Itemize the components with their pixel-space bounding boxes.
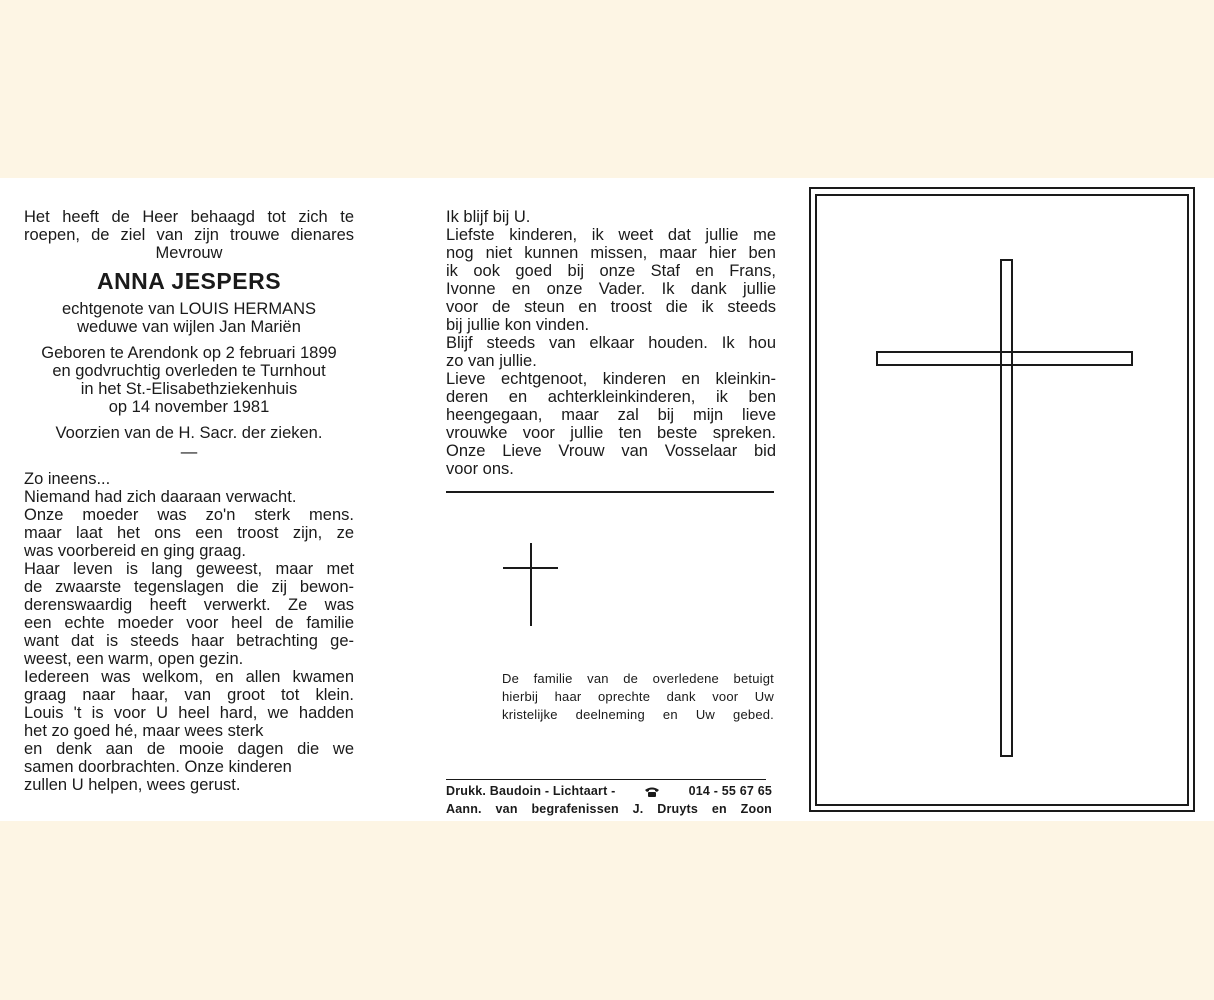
thanks-line: hierbij haar oprechte dank voor Uw <box>502 689 774 704</box>
text-line: was voorbereid en ging graag. <box>24 542 246 560</box>
honorific: Mevrouw <box>155 244 223 262</box>
memorial-card <box>0 178 1214 821</box>
text-line: zo van jullie. <box>446 352 537 370</box>
separator-dash: — <box>180 443 198 461</box>
text-line: Louis 't is voor U heel hard, we hadden <box>24 704 354 722</box>
text-line: Lieve echtgenoot, kinderen en kleinkin- <box>446 370 776 388</box>
text-line: Ik blijf bij U. <box>446 208 531 226</box>
text-line: Onze moeder was zo'n sterk mens. <box>24 506 354 524</box>
text-line: vrouwke voor jullie ten beste spreken. <box>446 424 776 442</box>
large-cross-icon <box>0 178 1214 821</box>
death-line-1: en godvruchtig overleden te Turnhout <box>52 362 326 380</box>
widow-line: weduwe van wijlen Jan Mariën <box>77 318 301 336</box>
text-line: het zo goed hé, maar wees sterk <box>24 722 264 740</box>
intro-line-1: Het heeft de Heer behaagd tot zich te <box>24 208 354 226</box>
text-line: Iedereen was welkom, en allen kwamen <box>24 668 354 686</box>
text-line: weest, een warm, open gezin. <box>24 650 244 668</box>
text-line: samen doorbrachten. Onze kinderen <box>24 758 292 776</box>
sacraments-line: Voorzien van de H. Sacr. der zieken. <box>55 424 323 442</box>
printer-phone: 014 - 55 67 65 <box>688 784 772 798</box>
text-line: ik ook goed bij onze Staf en Frans, <box>446 262 776 280</box>
text-line: want dat is steeds haar betrachting ge- <box>24 632 354 650</box>
text-line: heengegaan, maar zal bij mijn lieve <box>446 406 776 424</box>
text-line: en denk aan de mooie dagen die we <box>24 740 354 758</box>
printer-name: Drukk. Baudoin - Lichtaart - <box>446 784 616 798</box>
text-line: de zwaarste tegenslagen die zij bewon- <box>24 578 354 596</box>
text-line: zullen U helpen, wees gerust. <box>24 776 241 794</box>
funeral-director: Aann. van begrafenissen J. Druyts en Zoon <box>446 802 772 816</box>
text-line: een echte moeder voor heel de familie <box>24 614 354 632</box>
text-line: Niemand had zich daaraan verwacht. <box>24 488 297 506</box>
text-line: Haar leven is lang geweest, maar met <box>24 560 354 578</box>
text-line: Onze Lieve Vrouw van Vosselaar bid <box>446 442 776 460</box>
text-line: maar laat het ons een troost zijn, ze <box>24 524 354 542</box>
text-line: deren en achterkleinkinderen, ik ben <box>446 388 776 406</box>
text-line: voor de steun en troost die ik steeds <box>446 298 776 316</box>
spouse-line: echtgenote van LOUIS HERMANS <box>61 300 317 318</box>
deceased-name: ANNA JESPERS <box>96 268 282 294</box>
death-line-2: in het St.-Elisabethziekenhuis <box>80 380 298 398</box>
text-line: graag naar haar, van groot tot klein. <box>24 686 354 704</box>
text-line: nog niet kunnen missen, maar hier ben <box>446 244 776 262</box>
text-line: Zo ineens... <box>24 470 111 488</box>
text-line: derenswaardig heeft verwerkt. Ze was <box>24 596 354 614</box>
birth-line: Geboren te Arendonk op 2 februari 1899 <box>41 344 337 362</box>
death-date: op 14 november 1981 <box>108 398 270 416</box>
text-line: Liefste kinderen, ik weet dat jullie me <box>446 226 776 244</box>
text-line: voor ons. <box>446 460 514 478</box>
thanks-line: De familie van de overledene betuigt <box>502 671 774 686</box>
intro-line-2: roepen, de ziel van zijn trouwe dienares <box>24 226 354 244</box>
text-line: Ivonne en onze Vader. Ik dank jullie <box>446 280 776 298</box>
thanks-line: kristelijke deelneming en Uw gebed. <box>502 707 774 722</box>
text-line: Blijf steeds van elkaar houden. Ik hou <box>446 334 776 352</box>
text-line: bij jullie kon vinden. <box>446 316 590 334</box>
